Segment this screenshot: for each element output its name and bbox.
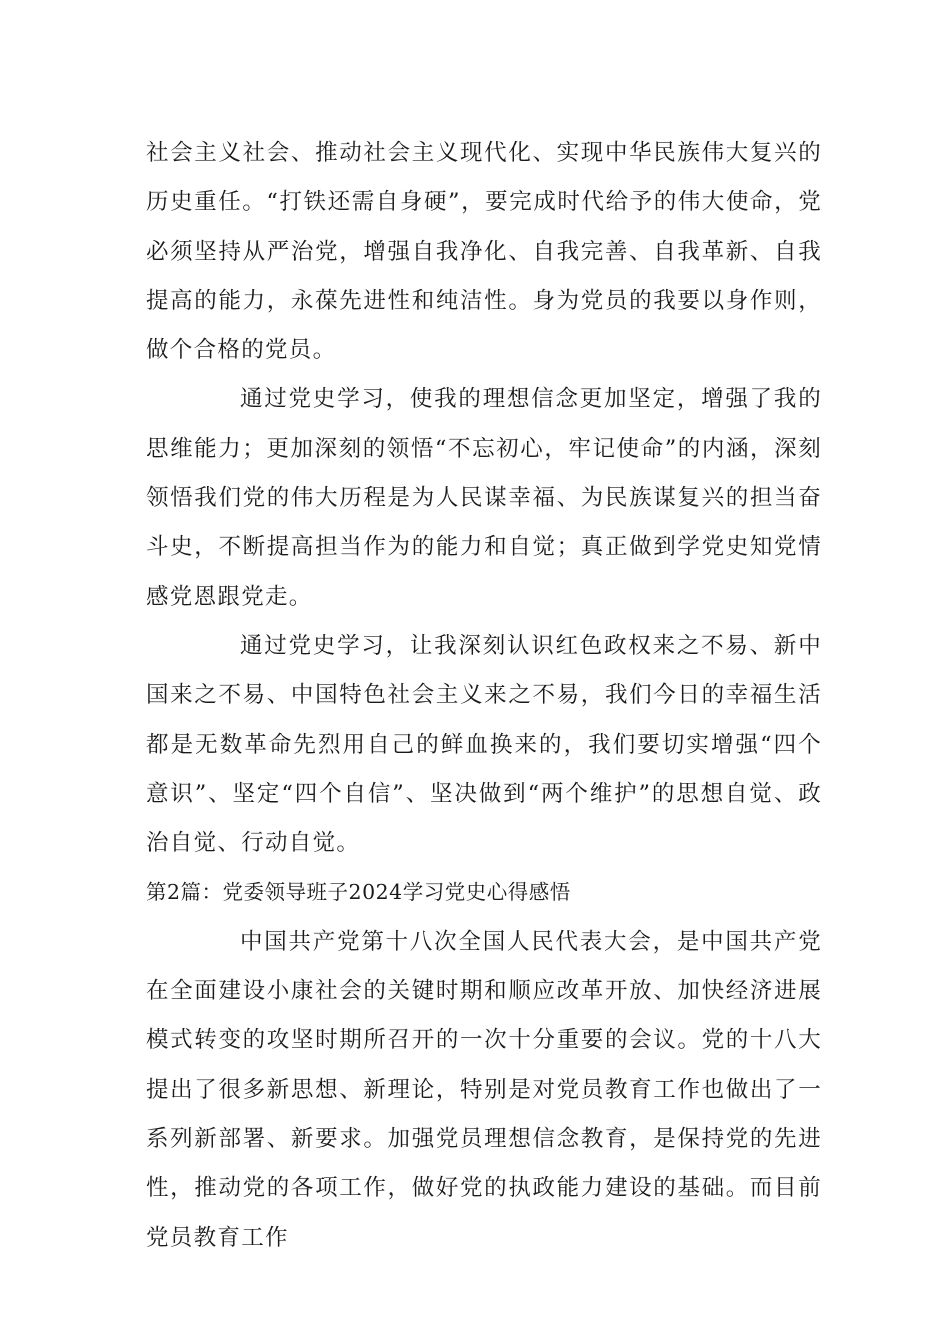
section-heading: 第2篇：党委领导班子2024学习党史心得感悟 bbox=[146, 880, 571, 905]
document-body bbox=[146, 129, 822, 1263]
paragraph-party-history-1: 通过党史学习，使我的理想信念更加坚定，增强了我的思维能力；更加深刻的领悟“不忘初心，牢记使命”的内涵，深刻领悟我们党的伟大历程是为人民谋幸福、为民族谋复兴的担当奋斗史，不断提高担当作为的能力和自觉；真正做到学党史知党情感党恩跟党走。 bbox=[146, 386, 822, 610]
paragraph-continued: 社会主义社会、推动社会主义现代化、实现中华民族伟大复兴的历史重任。“打铁还需自身硬”，要完成时代给予的伟大使命，党必须坚持从严治党，增强自我净化、自我完善、自我革新、自我提高的能力，永葆先进性和纯洁性。身为党员的我要以身作则，做个合格的党员。 bbox=[146, 140, 822, 364]
paragraph-party-history-2: 通过党史学习，让我深刻认识红色政权来之不易、新中国来之不易、中国特色社会主义来之不易，我们今日的幸福生活都是无数革命先烈用自己的鲜血换来的，我们要切实增强“四个意识”、坚定“四个自信”、坚决做到“两个维护”的思想自觉、政治自觉、行动自觉。 bbox=[146, 632, 822, 857]
section-paragraph: 中国共产党第十八次全国人民代表大会，是中国共产党在全面建设小康社会的关键时期和顺应改革开放、加快经济进展模式转变的攻坚时期所召开的一次十分重要的会议。党的十八大提出了很多新思想、新理论，特别是对党员教育工作也做出了一系列新部署、新要求。加强党员理想信念教育，是保持党的先进性，推动党的各项工作，做好党的执政能力建设的基础。而目前党员教育工作 bbox=[146, 928, 822, 1251]
